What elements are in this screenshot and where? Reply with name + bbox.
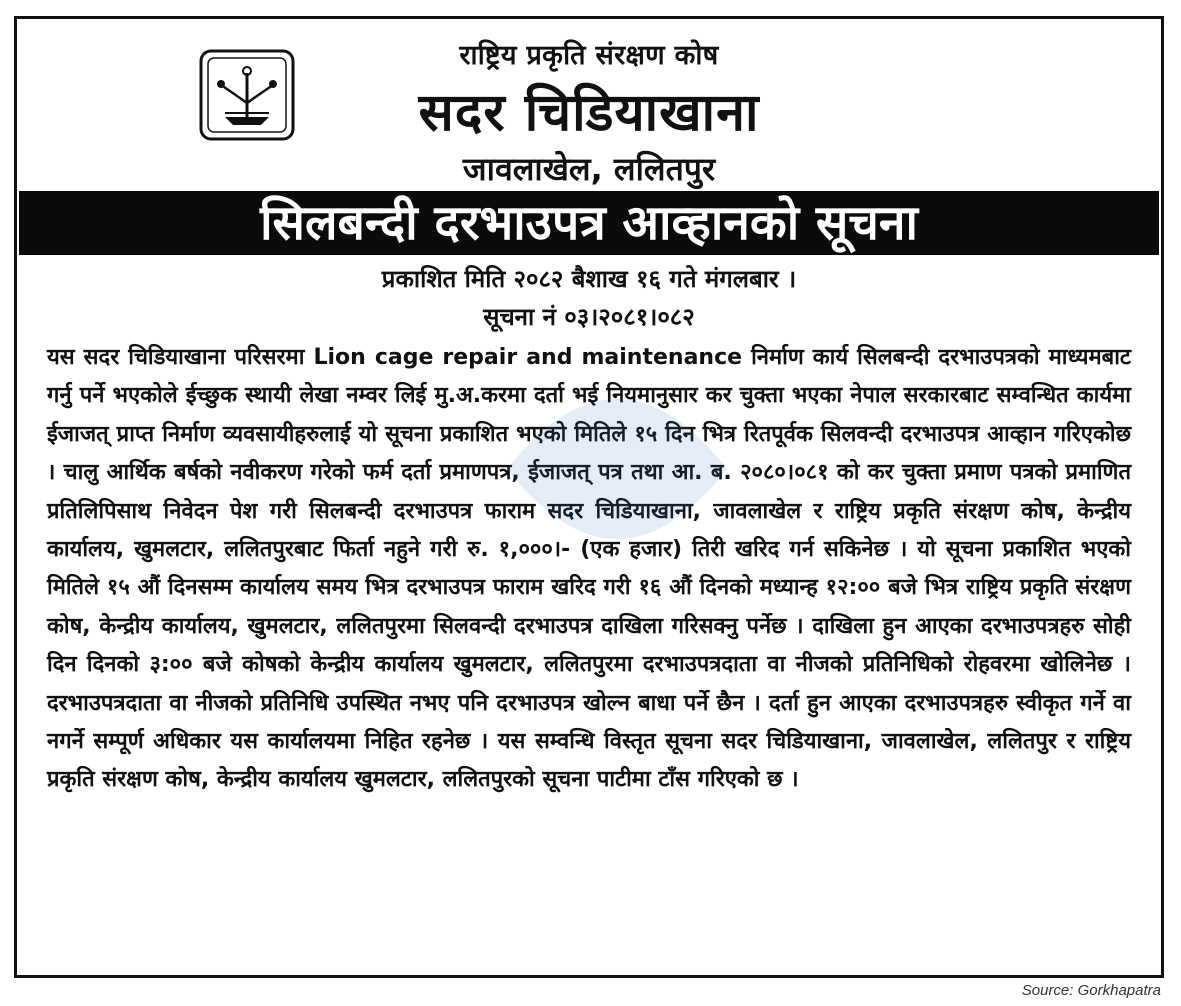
source-credit: Source: Gorkhapatra <box>1021 982 1161 999</box>
notice-banner <box>19 191 1159 255</box>
notice-banner-title: सिलबन्दी दरभाउपत्र आव्हानको सूचना <box>260 195 918 251</box>
page-title: सदर चिडियाखाना <box>418 83 760 143</box>
published-date: प्रकाशित मिति २०८२ बैशाख १६ गते मंगलबार । <box>381 265 797 293</box>
notice-number: सूचना नं ०३।२०८१।०८२ <box>483 303 695 331</box>
notice-frame <box>14 16 1164 978</box>
address: जावलाखेल, ललितपुर <box>462 150 716 188</box>
organization-name: राष्ट्रिय प्रकृति संरक्षण कोष <box>459 40 719 71</box>
notice-body: यस सदर चिडियाखाना परिसरमा Lion cage repair and maintenance निर्माण कार्य सिलबन्दी दरभाउपत्रको माध्यमबाट गर्नु पर्ने भएकोले ईच्छुक स्थायी लेखा नम्वर लिई मु.अ.करमा दर्ता भई नियमानुसार कर चुक्ता भएका नेपाल सरकारबाट सम्वन्धित कार्यमा ईजाजत् प्राप्त निर्माण व्यवसायीहरुलाई यो सूचना प्रकाशित भएको मितिले १५ दिन भित्र रितपूर्वक सिलवन्दी दरभाउपत्र आव्हान गरिएकोछ । चालु आर्थिक बर्षको नवीकरण गरेको फर्म दर्ता प्रमाणपत्र, ईजाजत् पत्र तथा आ. ब. २०८०।०८१ को कर चुक्ता प्रमाण पत्रको प्रमाणित प्रतिलिपिसाथ निवेदन पेश गरी सिलबन्दी दरभाउपत्र फाराम सदर चिडियाखाना, जावलाखेल र राष्ट्रिय प्रकृति संरक्षण कोष, केन्द्रीय कार्यालय, खुमलटार, ललितपुरबाट फिर्ता नहुने गरी रु. १,०००।- (एक हजार) तिरी खरिद गर्न सकिनेछ । यो सूचना प्रकाशित भएको मितिले १५ औं दिनसम्म कार्यालय समय भित्र दरभाउपत्र फाराम खरिद गरी १६ औं दिनको मध्यान्ह १२:०० बजे भित्र राष्ट्रिय प्रकृति संरक्षण कोष, केन्द्रीय कार्यालय, खुमलटार, ललितपुरमा सिलवन्दी दरभाउपत्र दाखिला गरिसक्नु पर्नेछ । दाखिला हुन आएका दरभाउपत्रहरु सोही दिन दिनको ३:०० बजे कोषको केन्द्रीय कार्यालय खुमलटार, ललितपुरमा दरभाउपत्रदाता वा नीजको प्रतिनिधिको रोहवरमा खोलिनेछ । दरभाउपत्रदाता वा नीजको प्रतिनिधि उपस्थित नभए पनि दरभाउपत्र खोल्न बाधा पर्ने छैन । दर्ता हुन आएका दरभाउपत्रहरु स्वीकृत गर्ने वा नगर्ने सम्पूर्ण अधिकार यस कार्यालयमा निहित रहनेछ । यस सम्वन्धि विस्तृत सूचना सदर चिडियाखाना, जावलाखेल, ललितपुर र राष्ट्रिय प्रकृति संरक्षण कोष, केन्द्रीय कार्यालय खुमलटार, ललितपुरको सूचना पाटीमा टाँस गरिएको छ । <box>47 345 1131 793</box>
